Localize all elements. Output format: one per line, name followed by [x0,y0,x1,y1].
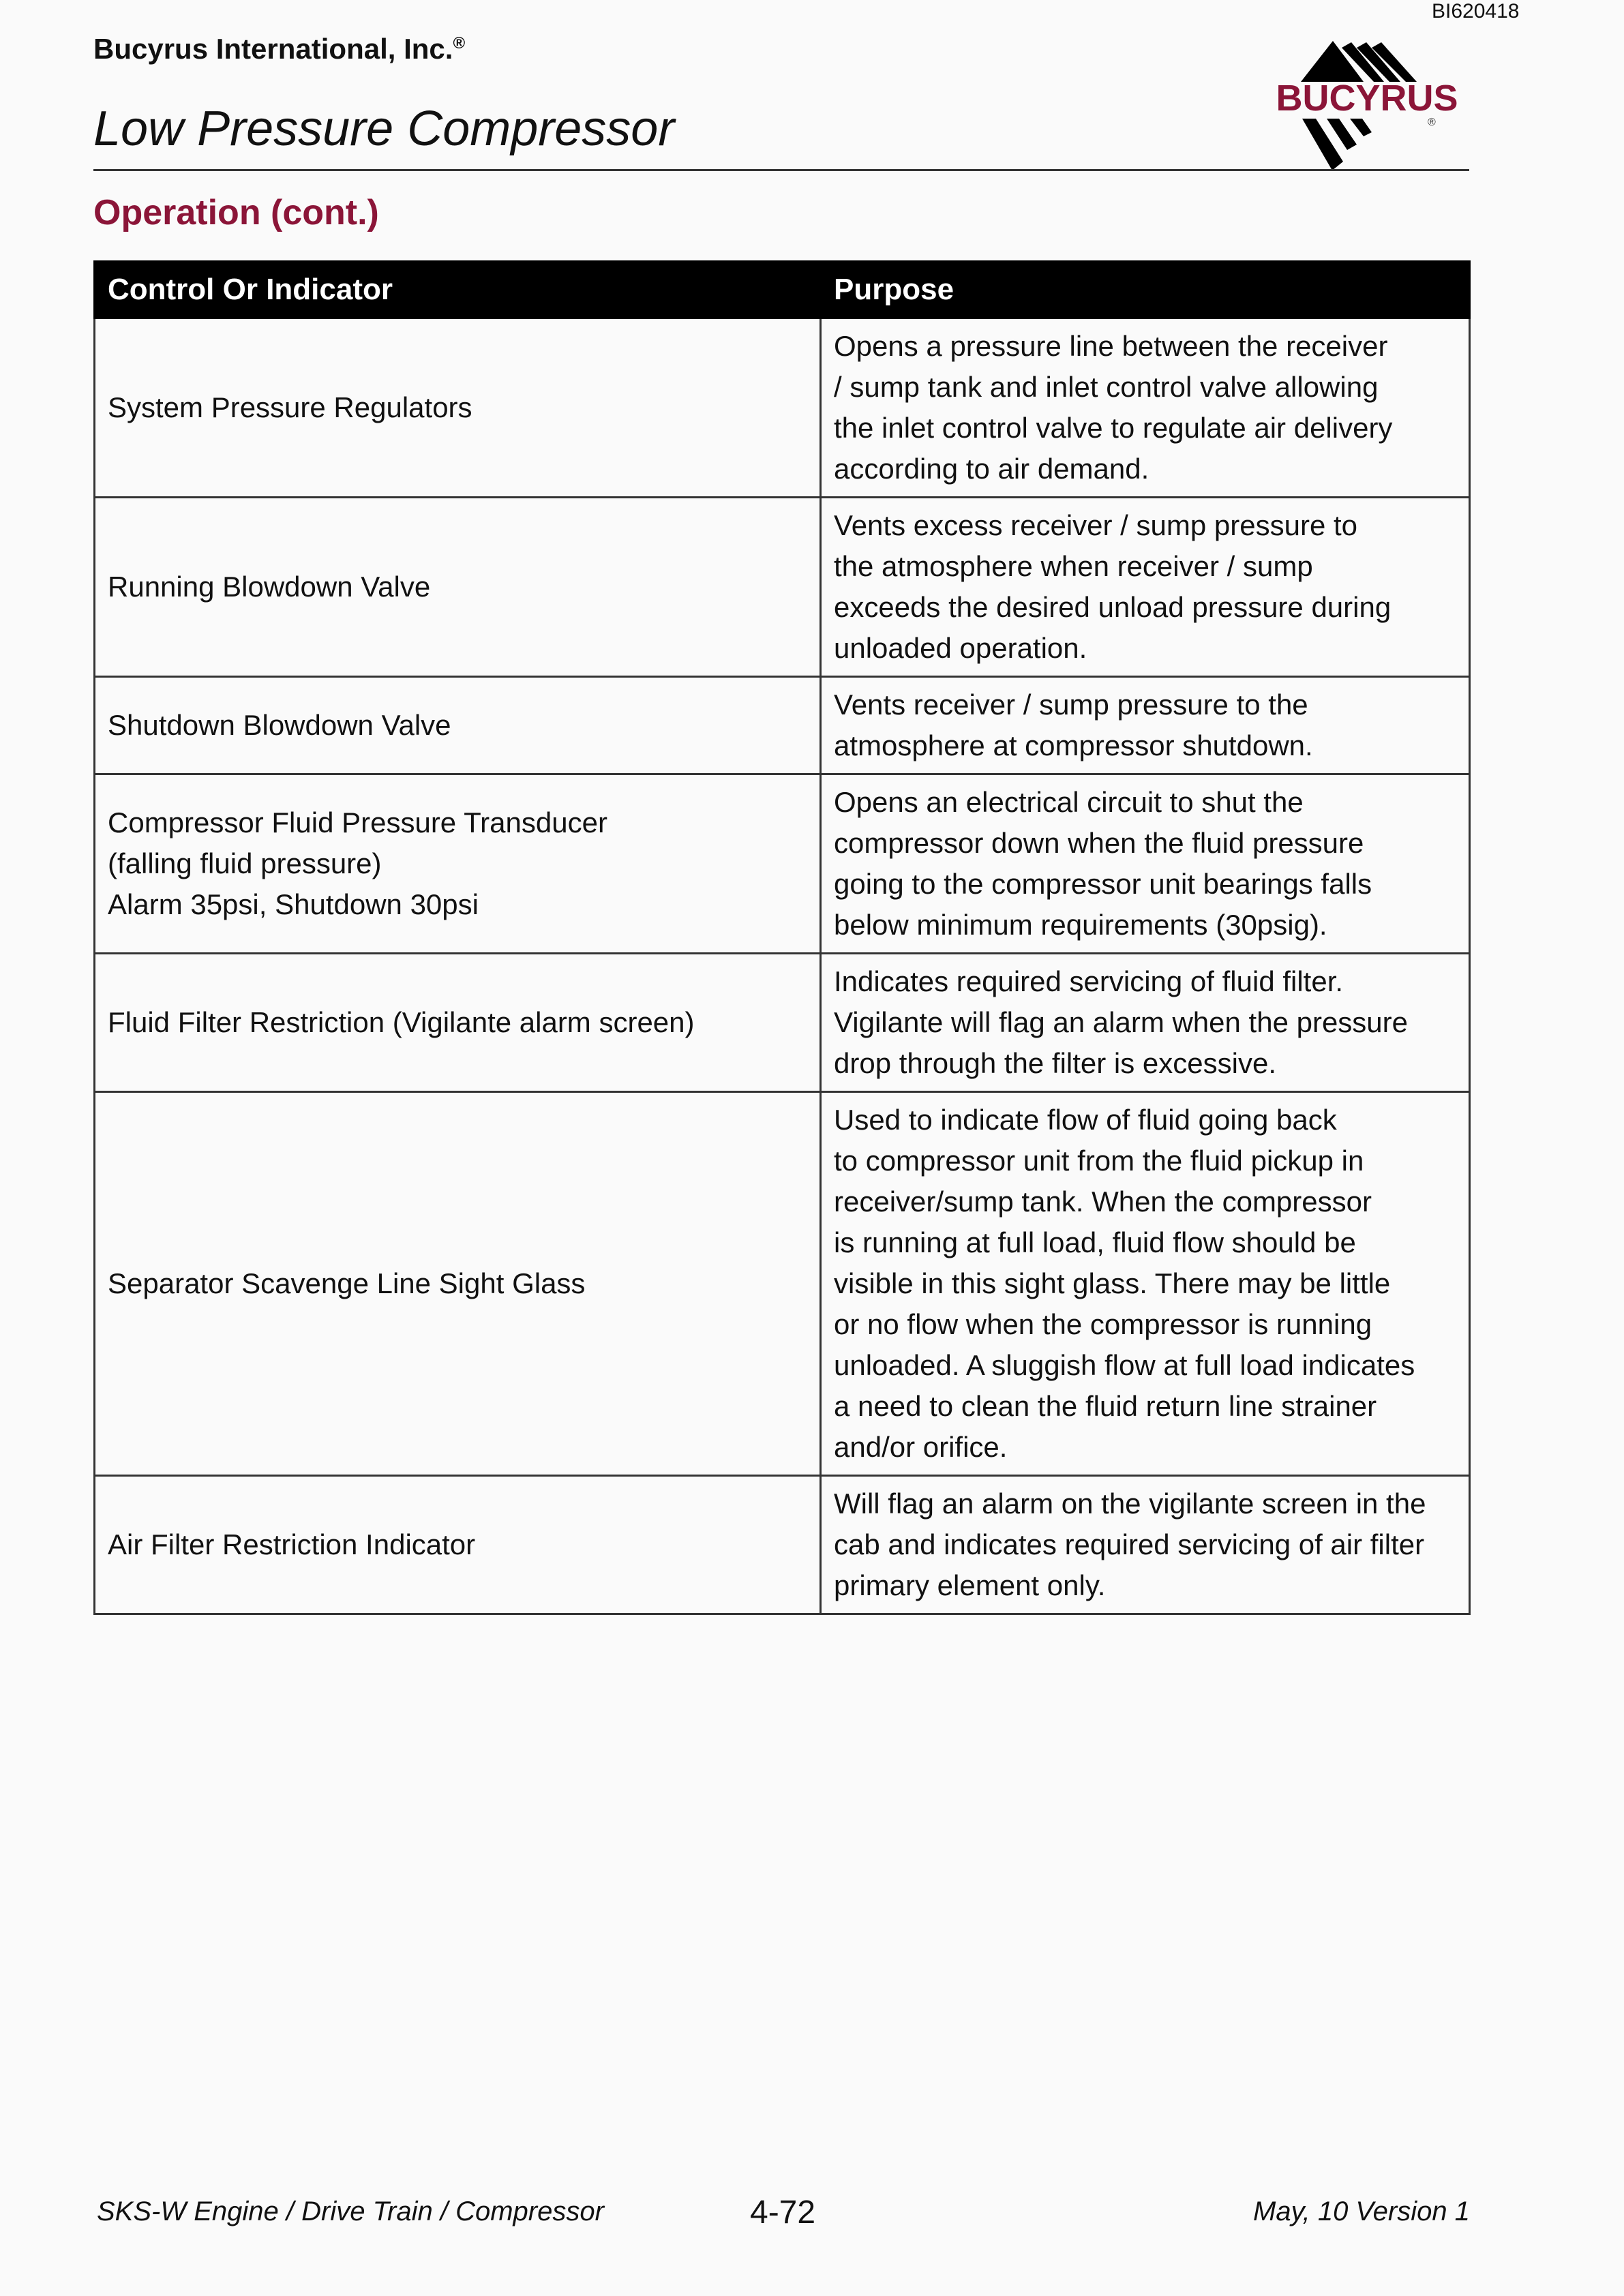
purpose-cell-line: receiver/sump tank. When the compressor [834,1185,1372,1218]
control-cell-line: Alarm 35psi, Shutdown 30psi [108,888,479,920]
purpose-cell-line: Vents excess receiver / sump pressure to [834,509,1357,541]
purpose-cell [821,318,1470,498]
page-number: 4-72 [750,2194,816,2231]
table-row [95,1092,1470,1476]
column-header-control: Control Or Indicator [95,262,821,318]
control-cell-line: Compressor Fluid Pressure Transducer [108,806,607,839]
company-name [93,33,465,65]
table-row [95,774,1470,954]
company-name-text: Bucyrus International, Inc. [93,33,453,65]
document-id: BI620418 [1432,0,1520,22]
table-header-row [95,262,1470,318]
purpose-cell-line: Opens a pressure line between the receiver [834,330,1388,362]
control-cell [95,677,821,774]
purpose-cell-line: and/or orifice. [834,1431,1008,1463]
control-cell [95,318,821,498]
purpose-cell-line: Vents receiver / sump pressure to the [834,689,1308,721]
footer-version: May, 10 Version 1 [1253,2196,1470,2226]
footer-section-path: SKS-W Engine / Drive Train / Compressor [97,2196,604,2226]
table-row [95,1476,1470,1614]
purpose-cell-line: unloaded operation. [834,632,1087,664]
header-rule [93,169,1469,171]
document-title: Low Pressure Compressor [93,102,675,156]
control-cell-line: Shutdown Blowdown Valve [108,709,451,741]
control-cell [95,498,821,677]
control-cell-line: Fluid Filter Restriction (Vigilante alarm screen) [108,1006,695,1038]
table-row [95,498,1470,677]
purpose-cell [821,677,1470,774]
control-cell [95,1092,821,1476]
control-cell [95,1476,821,1614]
column-header-purpose: Purpose [821,262,1470,318]
purpose-cell-line: the atmosphere when receiver / sump [834,550,1313,582]
control-cell [95,774,821,954]
table-body [95,318,1470,1614]
purpose-cell-line: compressor down when the fluid pressure [834,827,1364,859]
section-heading: Operation (cont.) [93,193,379,232]
purpose-cell-line: going to the compressor unit bearings falls [834,868,1372,900]
purpose-cell [821,1092,1470,1476]
purpose-cell-line: Will flag an alarm on the vigilante screen in the [834,1487,1426,1520]
purpose-cell-line: / sump tank and inlet control valve allowing [834,371,1379,403]
purpose-cell-line: unloaded. A sluggish flow at full load indicates [834,1349,1415,1381]
logo-wordmark: BUCYRUS [1276,78,1458,119]
purpose-cell-line: Used to indicate flow of fluid going back [834,1104,1337,1136]
purpose-cell-line: below minimum requirements (30psig). [834,909,1327,941]
purpose-cell-line: or no flow when the compressor is running [834,1308,1372,1340]
purpose-cell [821,774,1470,954]
table-row [95,318,1470,498]
purpose-cell [821,954,1470,1092]
control-cell-line: Running Blowdown Valve [108,571,431,603]
purpose-cell-line: atmosphere at compressor shutdown. [834,729,1313,761]
purpose-cell-line: to compressor unit from the fluid pickup in [834,1145,1364,1177]
purpose-cell-line: drop through the filter is excessive. [834,1047,1276,1079]
logo-registered-mark: ® [1428,117,1436,128]
purpose-cell [821,1476,1470,1614]
purpose-cell-line: a need to clean the fluid return line strainer [834,1390,1377,1422]
control-cell-line: (falling fluid pressure) [108,847,382,879]
control-cell-line: Air Filter Restriction Indicator [108,1528,476,1560]
table-row [95,954,1470,1092]
purpose-cell-line: is running at full load, fluid flow should be [834,1226,1356,1258]
control-cell-line: System Pressure Regulators [108,391,472,423]
purpose-cell-line: visible in this sight glass. There may be little [834,1267,1391,1299]
purpose-cell-line: the inlet control valve to regulate air delivery [834,412,1393,444]
purpose-cell [821,498,1470,677]
purpose-cell-line: exceeds the desired unload pressure during [834,591,1392,623]
purpose-cell-line: cab and indicates required servicing of air filter [834,1528,1425,1560]
table-row [95,677,1470,774]
purpose-cell-line: Opens an electrical circuit to shut the [834,786,1304,818]
purpose-cell-line: Indicates required servicing of fluid filter. [834,965,1344,997]
registered-mark: ® [453,34,466,52]
logo-stripes-icon [1302,119,1372,170]
control-cell-line: Separator Scavenge Line Sight Glass [108,1267,586,1299]
purpose-cell-line: Vigilante will flag an alarm when the pressure [834,1006,1409,1038]
control-cell [95,954,821,1092]
logo-mountain-icon [1301,41,1417,82]
purpose-cell-line: primary element only. [834,1569,1106,1601]
operation-table [93,260,1471,1615]
bucyrus-logo [1261,35,1473,172]
purpose-cell-line: according to air demand. [834,453,1149,485]
